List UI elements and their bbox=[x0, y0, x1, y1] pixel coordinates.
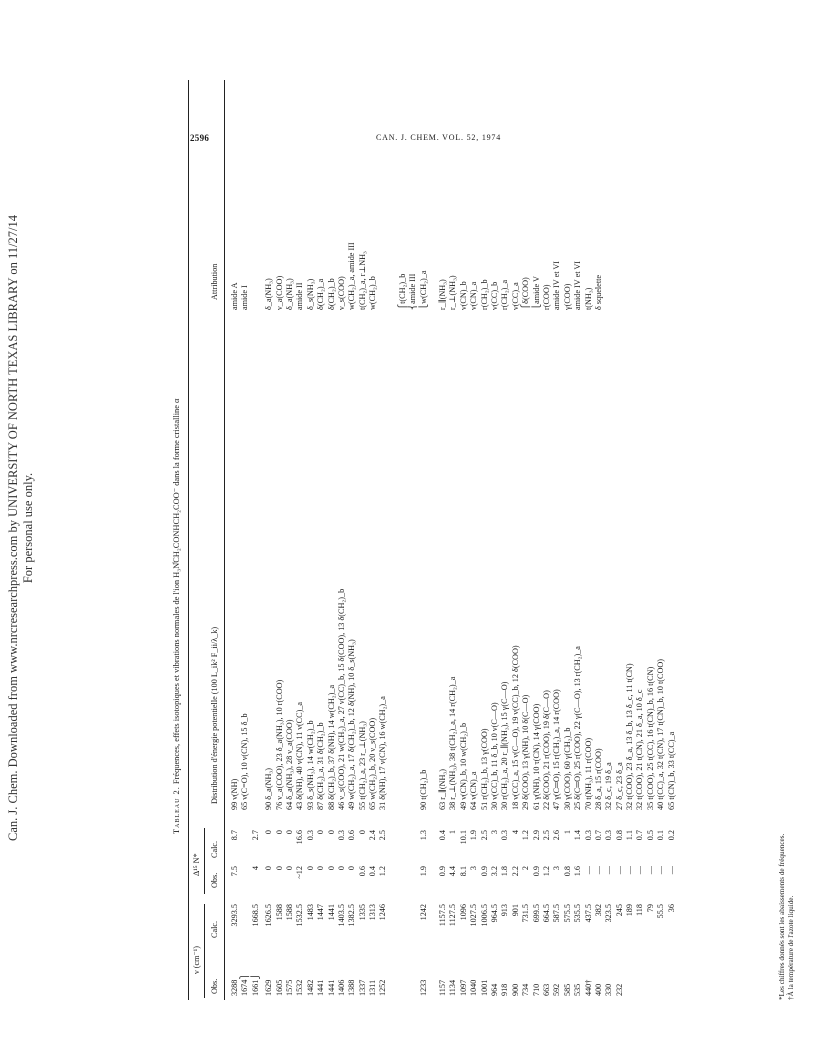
cell-delta-calc: 1 bbox=[562, 830, 572, 835]
cell-calc: 79 bbox=[645, 904, 655, 913]
cell-ped: 64 δ_a(NH₃), 28 ν_a(COO) bbox=[284, 719, 294, 810]
header-attribution: Attribution bbox=[210, 263, 219, 300]
cell-delta-obs: 1.2 bbox=[541, 866, 551, 877]
table-row bbox=[419, 80, 429, 1000]
table-caption bbox=[172, 399, 182, 834]
cell-attribution: ⎩amide V bbox=[531, 276, 541, 310]
cell-attribution: amide IV et VI bbox=[573, 260, 583, 310]
cell-attribution: w(CH₂)_a, amide III bbox=[347, 242, 357, 310]
cell-obs: 1532 bbox=[295, 979, 305, 996]
cell-calc: 189 bbox=[625, 904, 635, 917]
header-nu: ν (cm⁻¹) bbox=[192, 946, 201, 974]
cell-attribution: ⎧t(CH₂)_b bbox=[397, 273, 407, 310]
cell-calc: 1096 bbox=[458, 904, 468, 921]
cell-calc: 1588 bbox=[284, 904, 294, 921]
cell-delta-calc: 2.5 bbox=[479, 830, 489, 841]
cell-attribution: ⎨amide III bbox=[408, 273, 418, 310]
cell-ped: 18 ν(CC)_a, 15 ν(C—O), 19 ν(CC)_b, 12 δ(COO) bbox=[510, 645, 520, 810]
cell-delta-obs: 8.1 bbox=[458, 866, 468, 877]
cell-delta-obs: 4.4 bbox=[448, 866, 458, 877]
table-row bbox=[615, 80, 625, 1000]
cell-delta-calc: 0 bbox=[284, 830, 294, 835]
header-delta: Δ¹⁵ N* bbox=[192, 853, 201, 876]
cell-delta-calc: 3 bbox=[489, 830, 499, 835]
cell-calc: 118 bbox=[635, 904, 645, 916]
table-caption-text: Fréquences, effets isotopiques et vibrations normales de l'ion H₃N̊CH₂CONHCH₂COO⁻ dans la forme cristalline α bbox=[172, 398, 181, 785]
cell-ped: 29 δ(COO), 13 γ(NH), 10 δ(C—O) bbox=[521, 694, 531, 810]
cell-obs: 964 bbox=[489, 983, 499, 996]
cell-delta-calc: 0.3 bbox=[583, 830, 593, 841]
cell-obs: 900 bbox=[510, 983, 520, 996]
table-row bbox=[667, 80, 677, 1000]
page-number: 2596 bbox=[190, 133, 210, 143]
cell-calc: 535.5 bbox=[573, 904, 583, 923]
table-row bbox=[656, 80, 666, 1000]
cell-attribution: ν(CC)_b bbox=[489, 281, 499, 310]
cell-delta-obs: 0.9 bbox=[479, 866, 489, 877]
cell-ped: 65 w(CH₂)_b, 20 ν_s(COO) bbox=[368, 717, 378, 810]
table-row bbox=[251, 80, 261, 1000]
table-row bbox=[563, 80, 573, 1000]
cell-attribution: r(COO) bbox=[541, 284, 551, 310]
cell-ped: 99 ν(NH) bbox=[230, 778, 239, 810]
cell-ped: 90 t(CH₂)_b bbox=[418, 769, 428, 810]
cell-delta-obs: — bbox=[656, 866, 666, 875]
cell-calc: 382 bbox=[593, 904, 603, 917]
cell-ped: 40 t(CC)_a, 32 t(CN), 17 t(CN)_b, 10 t(COO) bbox=[656, 658, 666, 810]
cell-obs: 1337 bbox=[357, 979, 367, 996]
cell-delta-calc: 2.5 bbox=[378, 830, 388, 841]
cell-delta-obs: 0.4 bbox=[368, 866, 378, 877]
table-row bbox=[240, 80, 250, 1000]
cell-obs: 400 bbox=[593, 983, 603, 996]
subrule-delta bbox=[204, 828, 205, 894]
cell-ped: 61 γ(NH), 10 τ(CN), 14 γ(COO) bbox=[531, 703, 541, 810]
cell-obs: 535 bbox=[573, 983, 583, 996]
cell-obs: 1406 bbox=[336, 979, 346, 996]
cell-calc: 1242 bbox=[418, 904, 428, 921]
cell-obs: 1388 bbox=[347, 979, 357, 996]
cell-delta-calc: 2.6 bbox=[552, 830, 562, 841]
cell-ped: 90 δ_a(NH₃) bbox=[264, 768, 274, 810]
cell-ped: 47 γ(C═O), 15 r(CH₂)_a, 14 r(COO) bbox=[552, 689, 562, 810]
table-row bbox=[295, 80, 305, 1000]
cell-calc: 1588 bbox=[274, 904, 284, 921]
cell-ped: 88 δ(CH₂)_b, 37 δ(NH), 14 w(CH₂)_a bbox=[326, 684, 336, 810]
cell-delta-calc: 1.9 bbox=[469, 830, 479, 841]
cell-ped: 25 δ(C═O), 25 r(COO), 22 γ(C—O), 13 r(CH₂)_a bbox=[573, 646, 583, 810]
cell-ped: 31 δ(NH), 17 ν(CN), 16 w(CH₂)_a bbox=[378, 696, 388, 810]
table-row bbox=[573, 80, 583, 1000]
cell-delta-calc: 0.5 bbox=[645, 830, 655, 841]
cell-obs: 1482 bbox=[305, 979, 315, 996]
cell-delta-calc: 0.1 bbox=[656, 830, 666, 841]
cell-delta-calc: 0 bbox=[316, 830, 326, 835]
cell-delta-calc: 0.3 bbox=[604, 830, 614, 841]
cell-delta-calc: 2.7 bbox=[250, 830, 260, 841]
cell-ped: 51 r(CH₂)_b, 13 γ(COO) bbox=[479, 728, 489, 810]
cell-obs: 3288 bbox=[230, 979, 239, 996]
cell-calc: 1313 bbox=[368, 904, 378, 921]
cell-delta-calc: 1.2 bbox=[521, 830, 531, 841]
table-row bbox=[398, 80, 408, 1000]
cell-calc: 1668.5 bbox=[250, 904, 260, 927]
cell-delta-obs: 1.9 bbox=[418, 866, 428, 877]
table-row bbox=[337, 80, 347, 1000]
cell-delta-obs: 3 bbox=[552, 866, 562, 871]
cell-attribution: γ(COO) bbox=[562, 283, 572, 310]
cell-calc: 901 bbox=[510, 904, 520, 917]
cell-obs: 440† bbox=[583, 979, 593, 996]
cell-ped: 49 ν(CN)_b, 10 w(CH₂)_b bbox=[458, 722, 468, 810]
cell-ped: 32 δ_c, 19 δ_a bbox=[604, 762, 614, 810]
cell-delta-calc: 16.6 bbox=[295, 830, 305, 845]
cell-delta-obs: 0.9 bbox=[438, 866, 448, 877]
table-label: Tableau 2. bbox=[172, 786, 181, 834]
cell-delta-calc: 0.7 bbox=[635, 830, 645, 841]
table-row bbox=[438, 80, 448, 1000]
header-rule bbox=[224, 80, 225, 1000]
cell-calc: 437.5 bbox=[583, 904, 593, 923]
table-row bbox=[584, 80, 594, 1000]
cell-attribution: r_∥(NH₃) bbox=[438, 279, 448, 310]
cell-ped: 38 r_⊥(NH₃), 38 t(CH₂)_a, 14 r(CH₂)_a bbox=[448, 676, 458, 810]
cell-attribution: t(NH₃) bbox=[583, 287, 593, 310]
cell-calc: 1382.5 bbox=[347, 904, 357, 927]
cell-calc: 964.5 bbox=[489, 904, 499, 923]
cell-calc: 1335 bbox=[357, 904, 367, 921]
cell-delta-calc: 10.1 bbox=[458, 830, 468, 845]
table-row bbox=[604, 80, 614, 1000]
cell-calc: 1027.5 bbox=[469, 904, 479, 927]
cell-ped: 93 δ_s(NH₃), 14 w(CH₂)_b bbox=[305, 720, 315, 810]
cell-delta-calc: 0 bbox=[326, 830, 336, 835]
cell-calc: 731.5 bbox=[521, 904, 531, 923]
frequency-table bbox=[166, 80, 806, 1000]
cell-delta-obs: 0 bbox=[274, 866, 284, 871]
cell-ped: 76 ν_a(COO), 23 δ_a(NH₃), 10 r(COO) bbox=[274, 679, 284, 810]
cell-ped: 87 δ(CH₂)_a, 31 δ(CH₂)_b bbox=[316, 722, 326, 810]
cell-obs: 1252 bbox=[378, 979, 388, 996]
header-delta-obs: Obs. bbox=[210, 872, 219, 888]
cell-delta-obs: 1.6 bbox=[573, 866, 583, 877]
cell-delta-obs: 1.2 bbox=[378, 866, 388, 877]
cell-attribution: ⎧δ(COO) bbox=[521, 277, 531, 310]
cell-calc: 55.5 bbox=[656, 904, 666, 919]
download-watermark bbox=[0, 0, 64, 1056]
cell-delta-calc: 0.2 bbox=[666, 830, 676, 841]
cell-attribution: amide A bbox=[230, 282, 239, 310]
cell-ped: 22 δ(COO), 21 r(COO), 19 δ(C—O) bbox=[541, 690, 551, 810]
cell-ped: 46 ν_s(COO), 21 w(CH₂)_a, 27 ν(CC)_b, 15 δ(COO), 13 δ(CH₂)_b bbox=[336, 588, 346, 810]
table-row bbox=[594, 80, 604, 1000]
cell-calc: 1246 bbox=[378, 904, 388, 921]
cell-calc: 1403.5 bbox=[336, 904, 346, 927]
cell-delta-obs: 0 bbox=[316, 866, 326, 871]
cell-delta-calc: 0 bbox=[264, 830, 274, 835]
cell-attribution: ⎩w(CH₂)_a bbox=[418, 270, 428, 310]
cell-delta-obs: — bbox=[625, 866, 635, 875]
cell-ped: 35 t(COO), 25 t(CC), 16 t(CN)_b, 16 t(CN) bbox=[645, 666, 655, 810]
table-footnotes bbox=[778, 834, 796, 1000]
table-row bbox=[521, 80, 531, 1000]
cell-delta-calc: 0.8 bbox=[614, 830, 624, 841]
table-row bbox=[635, 80, 645, 1000]
cell-delta-obs: 0.6 bbox=[357, 866, 367, 877]
journal-running-header: CAN. J. CHEM. VOL. 52, 1974 bbox=[376, 133, 502, 142]
cell-attribution: t(CH₂)_a, r⊥NH₃ bbox=[357, 251, 367, 310]
cell-delta-obs: 3.2 bbox=[489, 866, 499, 877]
table-row bbox=[230, 80, 240, 1000]
table-row bbox=[378, 80, 388, 1000]
cell-ped: 65 t(CN)_b, 33 t(CC)_a bbox=[666, 731, 676, 810]
cell-calc: 3293.5 bbox=[230, 904, 239, 927]
cell-attribution: δ(CH₂)_a bbox=[316, 278, 326, 310]
cell-calc: 575.5 bbox=[562, 904, 572, 923]
cell-obs: 1134 bbox=[448, 979, 458, 996]
cell-delta-calc: 4 bbox=[510, 830, 520, 835]
cell-attribution: δ_a(NH₃) bbox=[264, 278, 274, 310]
table-row bbox=[646, 80, 656, 1000]
table-row bbox=[542, 80, 552, 1000]
cell-obs: 1311 bbox=[368, 979, 378, 996]
table-row bbox=[285, 80, 295, 1000]
subrule-nu bbox=[204, 904, 205, 998]
cell-delta-obs: — bbox=[614, 866, 624, 875]
table-row bbox=[327, 80, 337, 1000]
cell-delta-obs: — bbox=[583, 866, 593, 875]
cell-delta-obs: 0 bbox=[336, 866, 346, 871]
cell-delta-obs: 0 bbox=[347, 866, 357, 871]
cell-obs: 1040 bbox=[469, 979, 479, 996]
cell-obs: 1661⎭ bbox=[250, 973, 260, 996]
cell-calc: 1626.5 bbox=[264, 904, 274, 927]
cell-delta-obs: 7.5 bbox=[230, 866, 239, 877]
cell-calc: 1532.5 bbox=[295, 904, 305, 927]
cell-delta-obs: 2 bbox=[521, 866, 531, 871]
cell-delta-calc: 0.7 bbox=[593, 830, 603, 841]
header-obs: Obs. bbox=[210, 978, 219, 994]
cell-obs: 330 bbox=[604, 983, 614, 996]
table-row bbox=[316, 80, 326, 1000]
cell-delta-calc: 1.4 bbox=[573, 830, 583, 841]
cell-ped: 55 t(CH₂)_a, 23 r_⊥(NH₃) bbox=[357, 721, 367, 810]
cell-delta-calc: 2.4 bbox=[368, 830, 378, 841]
cell-obs: 1575 bbox=[284, 979, 294, 996]
cell-delta-calc: 0.3 bbox=[305, 830, 315, 841]
table-row bbox=[459, 80, 469, 1000]
table-row bbox=[469, 80, 479, 1000]
table-row bbox=[275, 80, 285, 1000]
cell-obs: 592 bbox=[552, 983, 562, 996]
cell-ped: 27 δ_c, 23 δ_a bbox=[614, 762, 624, 810]
table-row bbox=[500, 80, 510, 1000]
cell-obs: 1441 bbox=[326, 979, 336, 996]
cell-attribution: r(CH₂)_b bbox=[479, 279, 489, 310]
table-row bbox=[480, 80, 490, 1000]
cell-obs: 663 bbox=[541, 983, 551, 996]
watermark-line-2: For personal use only. bbox=[21, 472, 35, 584]
header-calc: Calc. bbox=[210, 920, 219, 938]
cell-ped: 28 δ_a, 15 r(COO) bbox=[593, 748, 603, 810]
cell-obs: 1629 bbox=[264, 979, 274, 996]
table-row bbox=[358, 80, 368, 1000]
cell-delta-obs: — bbox=[593, 866, 603, 875]
cell-delta-calc: 1.3 bbox=[418, 830, 428, 841]
cell-attribution: ν(CC)_a bbox=[510, 282, 520, 310]
cell-attribution: amide I bbox=[240, 285, 250, 310]
cell-delta-obs: 0.8 bbox=[562, 866, 572, 877]
cell-calc: 1447 bbox=[316, 904, 326, 921]
cell-delta-calc: 2.5 bbox=[541, 830, 551, 841]
cell-ped: 30 r(CH₂)_a, 20 r_∥(NH₃), 15 γ(C—O) bbox=[500, 681, 510, 810]
cell-delta-obs: 0 bbox=[305, 866, 315, 871]
cell-attribution: ν_a(COO) bbox=[274, 275, 284, 310]
cell-delta-obs: 0.9 bbox=[531, 866, 541, 877]
cell-calc: 913 bbox=[500, 904, 510, 917]
cell-calc: 1441 bbox=[326, 904, 336, 921]
cell-delta-calc: 8.7 bbox=[230, 830, 239, 841]
cell-delta-calc: 0.4 bbox=[438, 830, 448, 841]
table-row bbox=[347, 80, 357, 1000]
cell-delta-obs: — bbox=[635, 866, 645, 875]
cell-obs: 1605 bbox=[274, 979, 284, 996]
cell-ped: 64 ν(CN)_a bbox=[469, 771, 479, 810]
table-row bbox=[532, 80, 542, 1000]
cell-obs: 1157 bbox=[438, 979, 448, 996]
cell-delta-calc: 1 bbox=[448, 830, 458, 835]
cell-ped: 32 t(COO), 23 δ_a, 13 δ_b, 13 δ_c, 11 t(CN) bbox=[625, 663, 635, 810]
cell-ped: 65 ν(C=O), 10 ν(CN), 15 δ_b bbox=[240, 713, 250, 810]
cell-attribution: w(CH₂)_b bbox=[368, 276, 378, 310]
cell-ped: 49 w(CH₂)_a, 17 δ(CH₂)_b, 12 δ(NH), 10 δ_s(NH₃) bbox=[347, 639, 357, 810]
cell-delta-calc: 0.6 bbox=[347, 830, 357, 841]
cell-obs: 1097 bbox=[458, 979, 468, 996]
cell-obs: 710 bbox=[531, 983, 541, 996]
cell-delta-obs: 2.2 bbox=[510, 866, 520, 877]
top-rule bbox=[188, 80, 189, 1000]
cell-delta-obs: 3 bbox=[469, 866, 479, 871]
cell-ped: 30 γ(COO), 60 γ(CH₂)_b bbox=[562, 727, 572, 810]
cell-delta-obs: 0 bbox=[326, 866, 336, 871]
cell-delta-calc: 1.1 bbox=[625, 830, 635, 841]
cell-calc: 1006.5 bbox=[479, 904, 489, 927]
cell-calc: 1157.5 bbox=[438, 904, 448, 927]
table-row bbox=[511, 80, 521, 1000]
cell-delta-calc: 0.3 bbox=[500, 830, 510, 841]
cell-ped: 30 ν(CC)_b, 11 δ_b, 10 ν(C—O) bbox=[489, 702, 499, 810]
cell-delta-obs: — bbox=[645, 866, 655, 875]
cell-obs: 585 bbox=[562, 983, 572, 996]
cell-calc: 323.5 bbox=[604, 904, 614, 923]
cell-delta-calc: 2.9 bbox=[531, 830, 541, 841]
table-row bbox=[264, 80, 274, 1000]
cell-ped: 32 t(COO), 21 t(CN), 21 δ_a, 10 δ_c bbox=[635, 689, 645, 810]
table-row bbox=[368, 80, 378, 1000]
footnote-2: †À la température de l'azote liquide. bbox=[787, 895, 795, 1000]
cell-delta-obs: 0 bbox=[264, 866, 274, 871]
cell-delta-obs: ~12 bbox=[295, 866, 305, 879]
table-row bbox=[490, 80, 500, 1000]
cell-calc: 1483 bbox=[305, 904, 315, 921]
cell-attribution: amide IV et VI bbox=[552, 260, 562, 310]
cell-calc: 699.5 bbox=[531, 904, 541, 923]
cell-attribution: r_⊥(NH₃) bbox=[448, 275, 458, 310]
cell-attribution: δ squelette bbox=[593, 274, 603, 310]
cell-attribution: amide II bbox=[295, 282, 305, 310]
table-row bbox=[448, 80, 458, 1000]
cell-delta-obs: 1.8 bbox=[500, 866, 510, 877]
cell-attribution: δ(CH₂)_b bbox=[326, 278, 336, 310]
cell-obs: 734 bbox=[521, 983, 531, 996]
table-row bbox=[625, 80, 635, 1000]
cell-calc: 1127.5 bbox=[448, 904, 458, 927]
cell-ped: 43 δ(NH), 40 ν(CN), 11 ν(CC)_a bbox=[295, 701, 305, 810]
cell-obs: 1441 bbox=[316, 979, 326, 996]
cell-ped: 70 t(NH₃), 11 r(COO) bbox=[583, 737, 593, 810]
table-body bbox=[230, 80, 677, 1000]
cell-delta-calc: 0 bbox=[274, 830, 284, 835]
cell-calc: 664.5 bbox=[541, 904, 551, 923]
header-delta-calc: Calc. bbox=[210, 840, 219, 858]
cell-obs: 918 bbox=[500, 983, 510, 996]
cell-delta-obs: 0 bbox=[284, 866, 294, 871]
cell-obs: 1674⎫ bbox=[240, 973, 250, 996]
cell-calc: 36 bbox=[666, 904, 676, 913]
cell-calc: 587.5 bbox=[552, 904, 562, 923]
cell-delta-obs: 4 bbox=[250, 866, 260, 871]
cell-delta-calc: 0.3 bbox=[336, 830, 346, 841]
cell-delta-calc: 0 bbox=[357, 830, 367, 835]
cell-obs: 232 bbox=[614, 983, 624, 996]
table-row bbox=[408, 80, 418, 1000]
cell-obs: 1233 bbox=[418, 979, 428, 996]
cell-obs: 1001 bbox=[479, 979, 489, 996]
table-row bbox=[552, 80, 562, 1000]
cell-attribution: δ_a(NH₃) bbox=[284, 278, 294, 310]
cell-delta-obs: — bbox=[604, 866, 614, 875]
cell-attribution: r(CH₂)_a bbox=[500, 279, 510, 310]
cell-ped: 63 r_∥(NH₃) bbox=[438, 769, 448, 810]
cell-attribution: ν(CN)_b bbox=[458, 281, 468, 310]
header-ped: Distribution d'énergie potentielle (100 L_ik² F_ii/λ_k) bbox=[210, 626, 219, 804]
cell-attribution: δ_s(NH₃) bbox=[305, 278, 315, 310]
cell-delta-obs: — bbox=[666, 866, 676, 875]
footnote-1: *Les chiffres donnés sont les abaissements de fréquences. bbox=[778, 833, 786, 1000]
cell-attribution: ν(CN)_a bbox=[469, 281, 479, 310]
watermark-line-1: Can. J. Chem. Downloaded from www.nrcresearchpress.com by UNIVERSITY OF NORTH TEXAS LIBRARY on 11/27/14 bbox=[6, 215, 20, 841]
table-row bbox=[306, 80, 316, 1000]
cell-attribution: ν_s(COO) bbox=[336, 276, 346, 310]
cell-calc: 245 bbox=[614, 904, 624, 917]
